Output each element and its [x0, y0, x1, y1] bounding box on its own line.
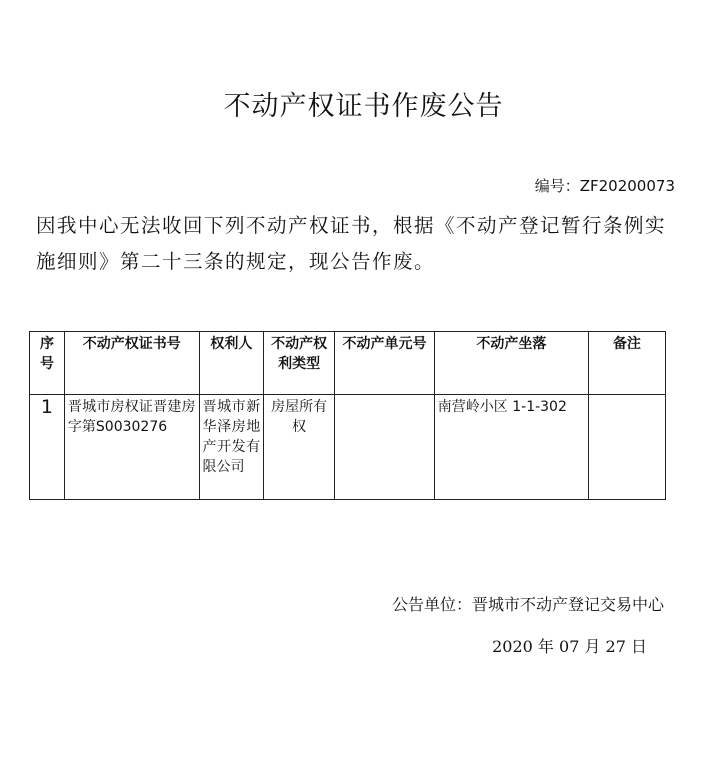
cell-right-type: 房屋所有权 [264, 395, 335, 500]
cell-location: 南营岭小区 1-1-302 [434, 395, 588, 500]
header-location: 不动产坐落 [434, 332, 588, 395]
announcing-unit: 公告单位：晋城市不动产登记交易中心 [391, 595, 664, 614]
header-seq: 序号 [30, 332, 65, 395]
header-unit-no: 不动产单元号 [335, 332, 435, 395]
cell-unit-no [335, 395, 435, 500]
cell-owner: 晋城市新华泽房地产开发有限公司 [199, 395, 264, 500]
announcement-date: 2020 年 07 月 27 日 [492, 637, 647, 656]
header-note: 备注 [588, 332, 665, 395]
table-header-row [30, 332, 666, 395]
document-number: 编号：ZF20200073 [534, 177, 675, 195]
cell-note [588, 395, 665, 500]
header-cert-no: 不动产权证书号 [64, 332, 199, 395]
table-row [30, 395, 666, 500]
page-title: 不动产权证书作废公告 [223, 91, 504, 122]
header-owner: 权利人 [199, 332, 264, 395]
header-right-type: 不动产权利类型 [264, 332, 335, 395]
certificate-table [29, 331, 666, 500]
cell-seq: 1 [30, 395, 65, 500]
announcement-body: 因我中心无法收回下列不动产权证书，根据《不动产登记暂行条例实施细则》第二十三条的规定，现公告作废。 [36, 214, 667, 273]
cell-cert-no: 晋城市房权证晋建房字第S0030276 [64, 395, 199, 500]
